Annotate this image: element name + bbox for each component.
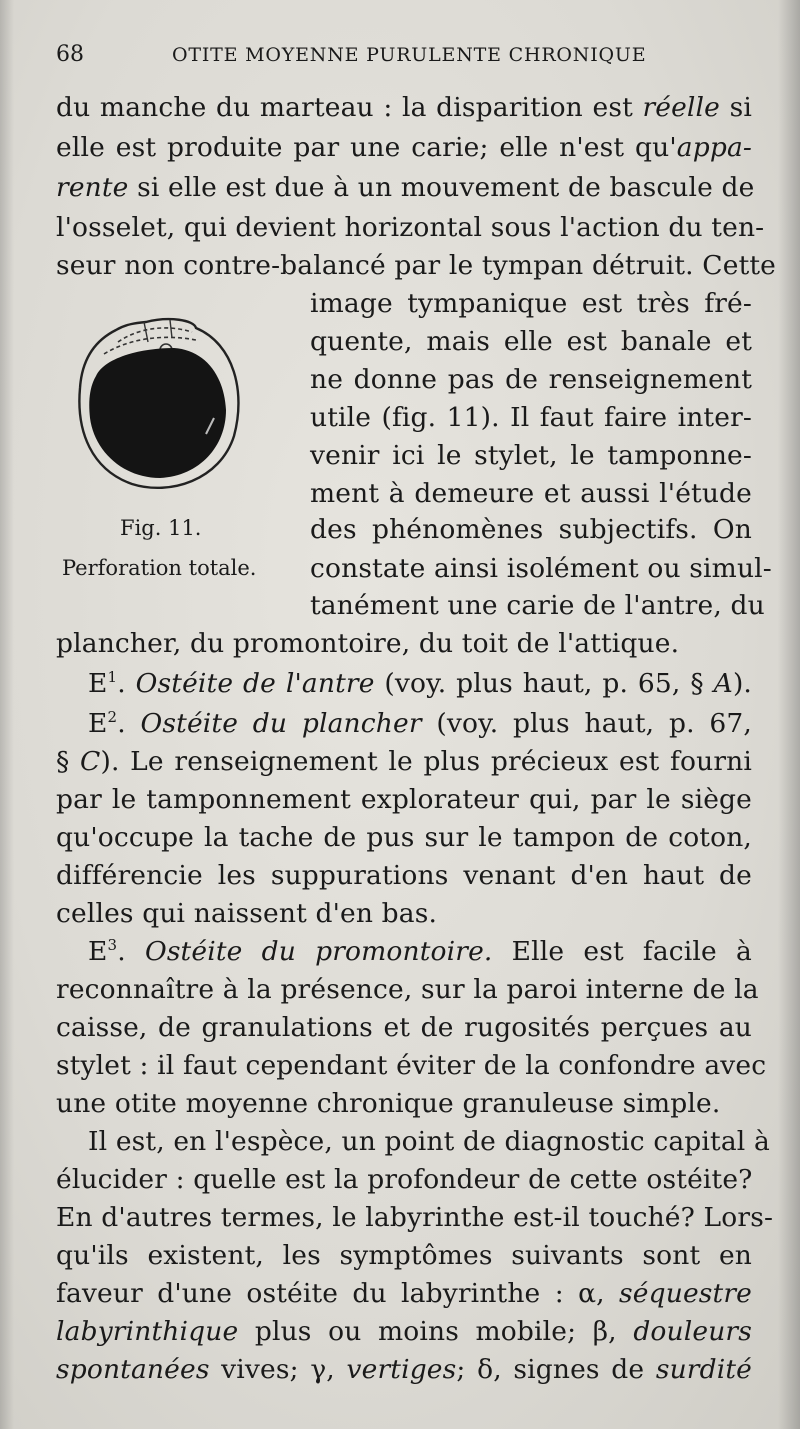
text-line: elle est produite par une carie; elle n'est qu'appa-	[56, 132, 752, 163]
text-line: ment à demeure et aussi l'étude	[310, 478, 752, 509]
text-line: Il est, en l'espèce, un point de diagnostic capital à	[88, 1126, 770, 1157]
text-line: § C). Le renseignement le plus précieux est fourni	[56, 746, 752, 777]
text-line: tanément une carie de l'antre, du	[310, 590, 765, 621]
page-right-shadow	[778, 0, 800, 1429]
text-line: l'osselet, qui devient horizontal sous l'action du ten-	[56, 212, 765, 243]
text-line: qu'occupe la tache de pus sur le tampon de coton,	[56, 822, 752, 853]
text-line: caisse, de granulations et de rugosités perçues au	[56, 1012, 752, 1043]
text-line: rente si elle est due à un mouvement de bascule de	[56, 172, 755, 203]
section-heading-e2: $E^2$. Ostéite du plancher (voy. plus haut, p. 67,	[88, 708, 752, 739]
page-header	[56, 42, 756, 78]
text-line: du manche du marteau : la disparition est réelle si	[56, 92, 752, 123]
text-line: image tympanique est très fré-	[310, 288, 752, 319]
text-line: stylet : il faut cependant éviter de la confondre avec	[56, 1050, 767, 1081]
text-line: utile (fig. 11). Il faut faire inter-	[310, 402, 752, 433]
text-line: une otite moyenne chronique granuleuse simple.	[56, 1088, 721, 1119]
section-heading-e1: $E^1$. Ostéite de l'antre (voy. plus haut, p. 65, § A).	[88, 668, 752, 699]
text-line: plancher, du promontoire, du toit de l'attique.	[56, 628, 680, 659]
text-line: seur non contre-balancé par le tympan détruit. Cette	[56, 250, 777, 281]
text-line: labyrinthique plus ou moins mobile; β, douleurs	[56, 1316, 752, 1347]
text-line: En d'autres termes, le labyrinthe est-il touché? Lors-	[56, 1202, 774, 1233]
figure-label: Fig. 11.	[120, 516, 202, 540]
text-line: venir ici le stylet, le tamponne-	[310, 440, 752, 471]
running-title: OTITE MOYENNE PURULENTE CHRONIQUE	[172, 44, 647, 66]
page-number: 68	[56, 42, 84, 67]
text-line: reconnaître à la présence, sur la paroi interne de la	[56, 974, 759, 1005]
text-line: différencie les suppurations venant d'en haut de	[56, 860, 752, 891]
text-line: quente, mais elle est banale et	[310, 326, 752, 357]
figure-caption: Perforation totale.	[62, 556, 257, 580]
text-line: faveur d'une ostéite du labyrinthe : α, séquestre	[56, 1278, 752, 1309]
text-line: par le tamponnement explorateur qui, par le siège	[56, 784, 752, 815]
text-line: celles qui naissent d'en bas.	[56, 898, 438, 929]
text-line: qu'ils existent, les symptômes suivants sont en	[56, 1240, 752, 1271]
tympanic-perforation-drawing	[74, 314, 250, 498]
text-line: constate ainsi isolément ou simul-	[310, 553, 772, 584]
text-line: ne donne pas de renseignement	[310, 364, 752, 395]
page-left-shadow	[0, 0, 14, 1429]
perforation-figure	[74, 314, 250, 498]
text-line: spontanées vives; γ, vertiges; δ, signes de surdité	[56, 1354, 752, 1385]
section-heading-e3: $E^3$. Ostéite du promontoire. Elle est facile à	[88, 936, 752, 967]
text-line: des phénomènes subjectifs. On	[310, 514, 752, 545]
text-line: élucider : quelle est la profondeur de cette ostéite?	[56, 1164, 753, 1195]
